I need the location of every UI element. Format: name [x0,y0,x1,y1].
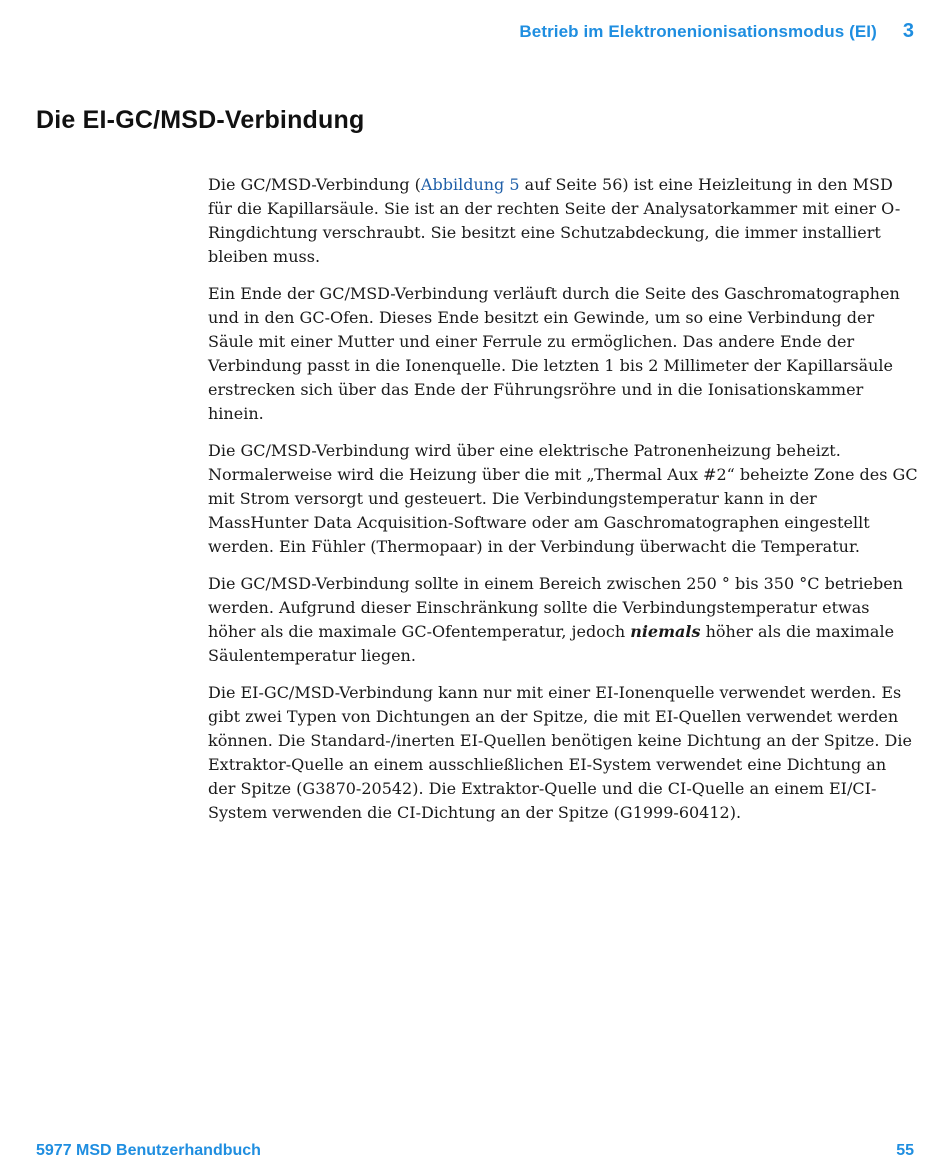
paragraph-4 [208,572,918,668]
paragraph-1-text-start: Die GC/MSD-Verbindung ( [208,175,421,194]
page-number: 55 [896,1142,914,1159]
manual-title: 5977 MSD Benutzerhandbuch [36,1142,261,1159]
chapter-title: Betrieb im Elektronenionisationsmodus (EI) [519,22,877,41]
emphasis-text: niemals [630,622,701,641]
paragraph-5: Die EI-GC/MSD-Verbindung kann nur mit einer EI-Ionenquelle verwendet werden. Es gibt zwei Typen von Dichtungen an der Spitze, die mit EI-Quellen verwendet werden können. Die Standard-/inerten EI-Quellen benötigen keine Dichtung an der Spitze. Die Extraktor-Quelle an einem ausschließlichen EI-System verwendet eine Dichtung an der Spitze (G3870-20542). Die Extraktor-Quelle und die CI-Quelle an einem EI/CI-System verwenden die CI-Dichtung an der Spitze (G1999-60412). [208,683,912,822]
paragraph-4-text-end: höher als die maximale Säulentemperatur liegen. [208,622,895,665]
section-title: Die EI-GC/MSD-Verbindung [36,106,365,134]
paragraph-1-text-end: auf Seite 56) ist eine Heizleitung in den MSD für die Kapillarsäule. Sie ist an der rechten Seite der Analysatorkammer mit einer O-Ringdichtung verschraubt. Sie besitzt eine Schutzabdeckung, die immer installiert bleiben muss. [208,175,901,266]
paragraph-1 [208,173,918,269]
page-header [519,20,914,43]
body-text [208,173,918,838]
figure-reference-link[interactable]: Abbildung 5 [420,175,520,194]
paragraph-3: Die GC/MSD-Verbindung wird über eine elektrische Patronenheizung beheizt. Normalerweise wird die Heizung über die mit „Thermal Aux #2“ beheizte Zone des GC mit Strom versorgt und gesteuert. Die Verbindungstemperatur kann in der MassHunter Data Acquisition-Software oder am Gaschromatographen eingestellt werden. Ein Fühler (Thermopaar) in der Verbindung überwacht die Temperatur. [208,441,918,556]
page-footer [36,1137,914,1165]
paragraph-4-text-start: Die GC/MSD-Verbindung sollte in einem Bereich zwischen 250 ° bis 350 °C betrieben werden. Aufgrund dieser Einschränkung sollte die Verbindungstemperatur etwas höher als die maximale GC-Ofentemperatur, jedoch [208,574,903,641]
chapter-number: 3 [902,20,914,42]
paragraph-2: Ein Ende der GC/MSD-Verbindung verläuft durch die Seite des Gaschromatographen und in den GC-Ofen. Dieses Ende besitzt ein Gewinde, um so eine Verbindung der Säule mit einer Mutter und einer Ferrule zu ermöglichen. Das andere Ende der Verbindung passt in die Ionenquelle. Die letzten 1 bis 2 Millimeter der Kapillarsäule erstrecken sich über das Ende der Führungsröhre und in die Ionisationskammer hinein. [208,284,900,423]
